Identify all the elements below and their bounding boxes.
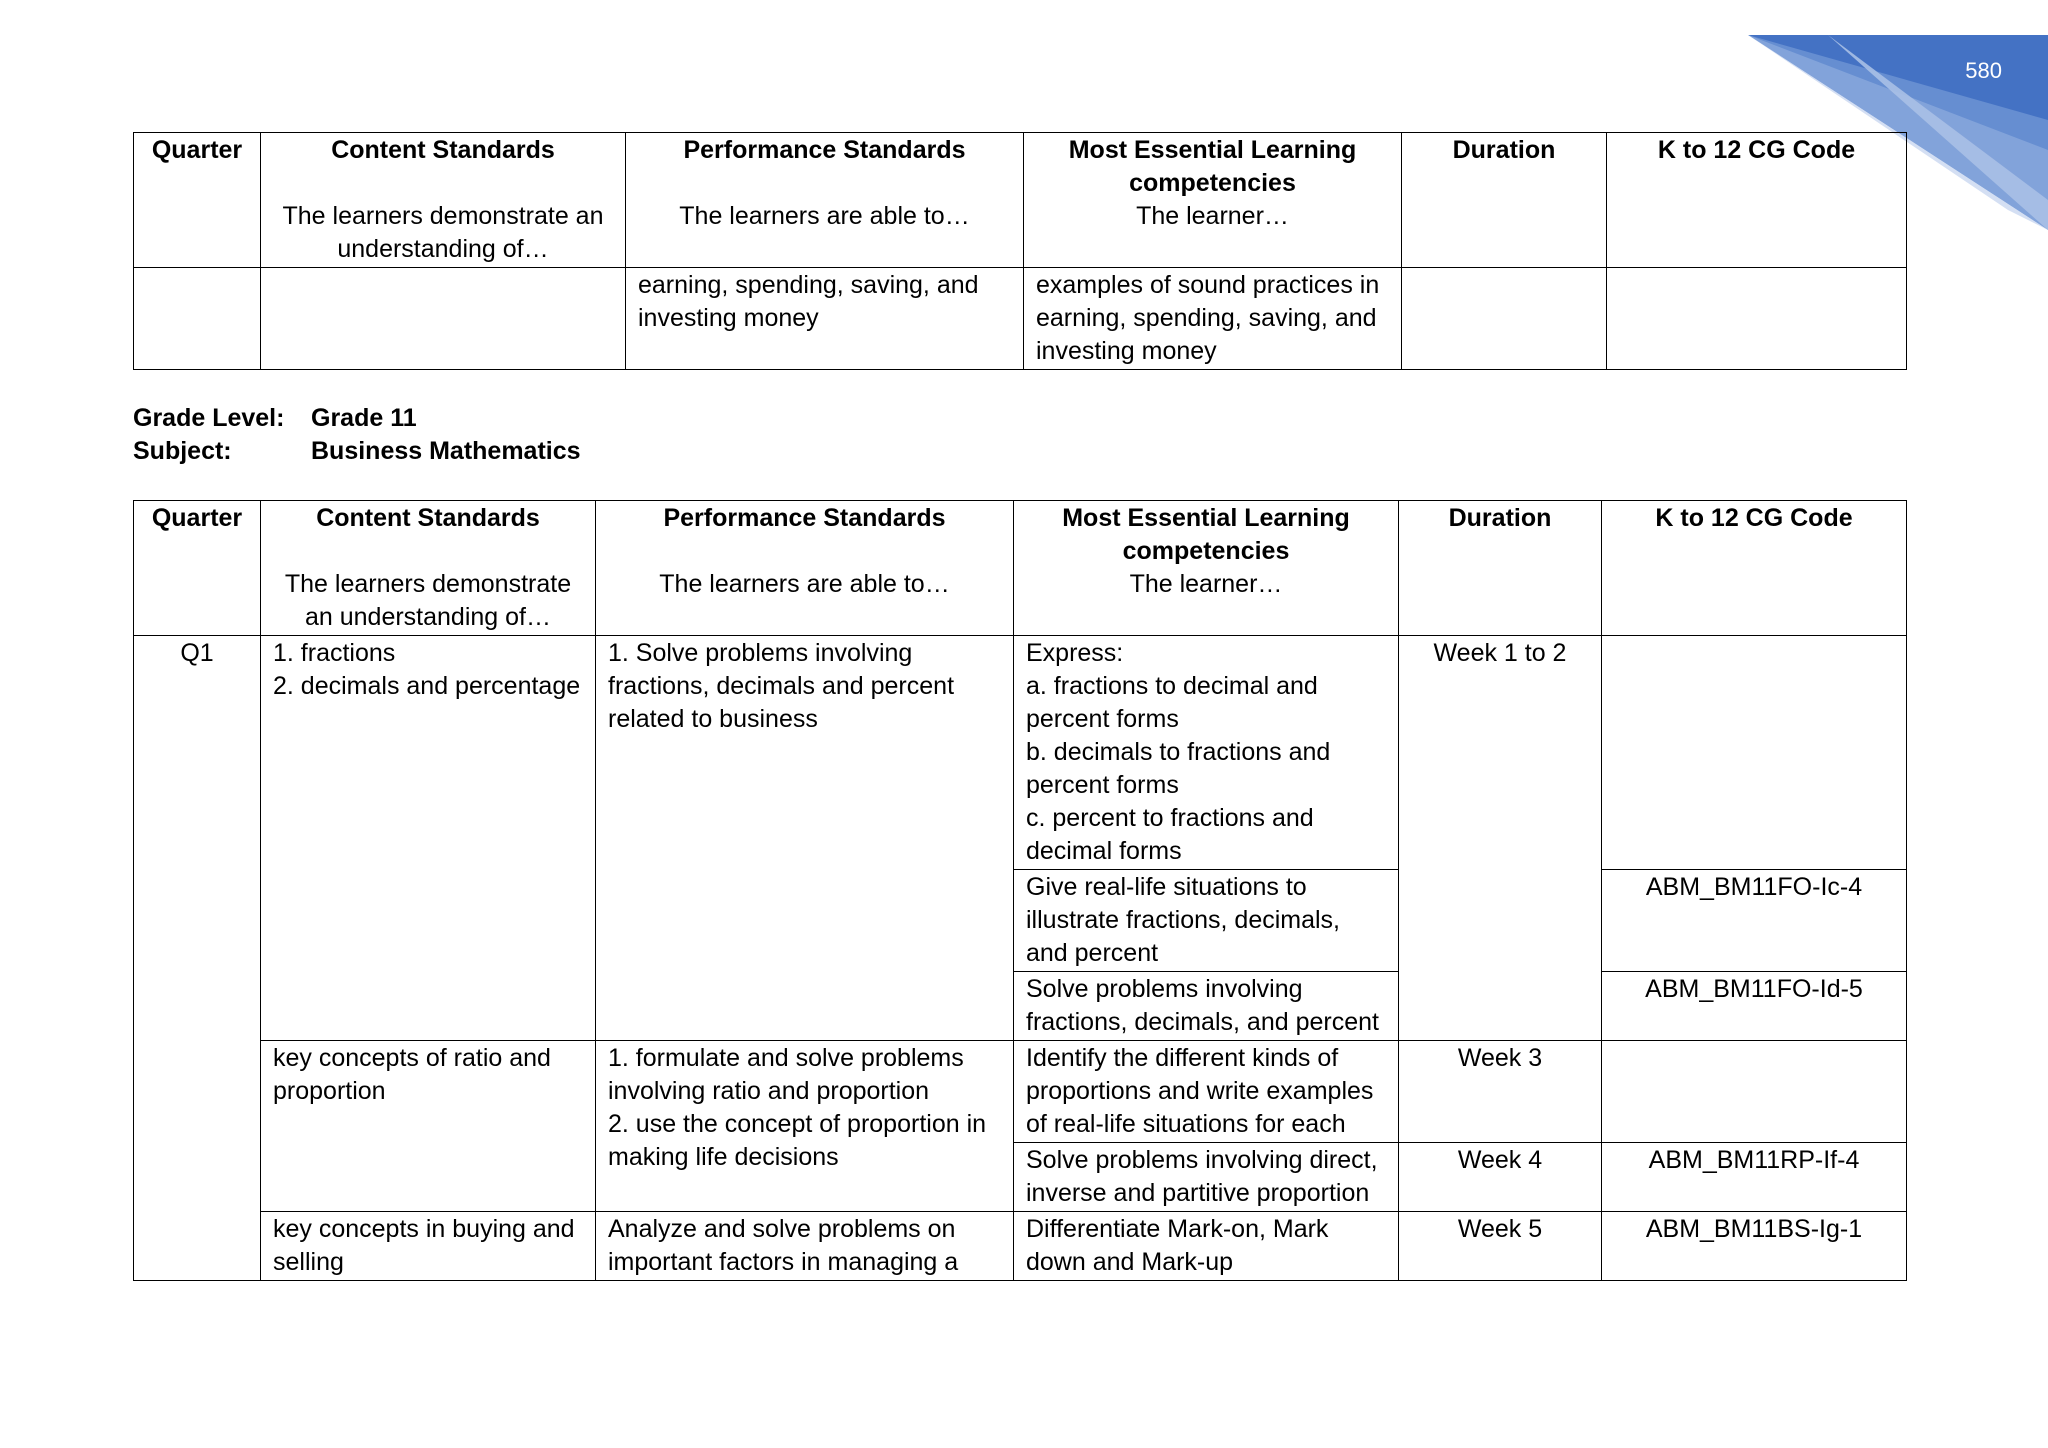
cell-duration: Week 1 to 2	[1399, 636, 1602, 1041]
header-quarter: Quarter	[134, 133, 261, 268]
cell-melc: Give real-life situations to illustrate fractions, decimals, and percent	[1014, 870, 1399, 972]
cell-content	[261, 636, 596, 1041]
cell-melc: examples of sound practices in earning, spending, saving, and investing money	[1024, 268, 1402, 370]
cell-content: key concepts in buying and selling	[261, 1212, 596, 1281]
cell-performance: earning, spending, saving, and investing money	[626, 268, 1024, 370]
header-melc: Most Essential Learning competencies The learner…	[1014, 501, 1399, 636]
cell-melc: Solve problems involving fractions, decimals, and percent	[1014, 972, 1399, 1041]
standards-table-continued	[133, 132, 1907, 370]
table-row	[134, 268, 1907, 370]
page-number: 580	[1965, 58, 2002, 83]
cell-performance: Analyze and solve problems on important factors in managing a	[596, 1212, 1014, 1281]
cell-content: key concepts of ratio and proportion	[261, 1041, 596, 1212]
cell-duration: Week 5	[1399, 1212, 1602, 1281]
cell-melc: Differentiate Mark-on, Mark down and Mark-up	[1014, 1212, 1399, 1281]
header-cg-code: K to 12 CG Code	[1607, 133, 1907, 268]
header-cg-code: K to 12 CG Code	[1602, 501, 1907, 636]
cell-performance	[596, 1041, 1014, 1212]
header-performance-standards: Performance Standards The learners are able to…	[626, 133, 1024, 268]
content-line: 2. decimals and percentage	[273, 672, 581, 700]
cell-melc: Identify the different kinds of proportions and write examples of real-life situations for each	[1014, 1041, 1399, 1143]
header-performance-standards: Performance Standards The learners are able to…	[596, 501, 1014, 636]
content-line: 1. fractions	[273, 639, 396, 667]
performance-line: 2. use the concept of proportion in making life decisions	[608, 1110, 987, 1171]
grade-level-value: Grade 11	[311, 404, 417, 432]
cell-performance: 1. Solve problems involving fractions, decimals and percent related to business	[596, 636, 1014, 1041]
header-melc: Most Essential Learning competencies The learner…	[1024, 133, 1402, 268]
melc-line: c. percent to fractions and decimal forms	[1026, 804, 1314, 865]
subject-label: Subject:	[133, 437, 232, 465]
table-header-row	[134, 501, 1907, 636]
header-content-standards: Content Standards The learners demonstrate an understanding of…	[261, 501, 596, 636]
cell-duration: Week 3	[1399, 1041, 1602, 1143]
performance-line: 1. formulate and solve problems involving ratio and proportion	[608, 1044, 964, 1105]
melc-line: b. decimals to fractions and percent forms	[1026, 738, 1331, 799]
cell-code: ABM_BM11BS-Ig-1	[1602, 1212, 1907, 1281]
cell-duration: Week 4	[1399, 1143, 1602, 1212]
cell-code: ABM_BM11FO-Ic-4	[1602, 870, 1907, 972]
grade-level-label: Grade Level:	[133, 404, 285, 432]
cell-content	[261, 268, 626, 370]
cell-melc: Solve problems involving direct, inverse and partitive proportion	[1014, 1143, 1399, 1212]
header-duration: Duration	[1402, 133, 1607, 268]
header-content-standards: Content Standards The learners demonstrate an understanding of…	[261, 133, 626, 268]
cell-quarter	[134, 268, 261, 370]
cell-quarter: Q1	[134, 636, 261, 1281]
business-math-table	[133, 500, 1907, 1281]
melc-line: a. fractions to decimal and percent forms	[1026, 672, 1318, 733]
header-duration: Duration	[1399, 501, 1602, 636]
cell-code	[1602, 1041, 1907, 1143]
table-row	[134, 636, 1907, 870]
cell-code	[1607, 268, 1907, 370]
cell-melc	[1014, 636, 1399, 870]
subject-meta	[133, 402, 581, 468]
cell-duration	[1402, 268, 1607, 370]
melc-line: Express:	[1026, 639, 1124, 667]
table-header-row	[134, 133, 1907, 268]
cell-code: ABM_BM11RP-If-4	[1602, 1143, 1907, 1212]
header-quarter: Quarter	[134, 501, 261, 636]
cell-code: ABM_BM11FO-Id-5	[1602, 972, 1907, 1041]
table-row	[134, 1212, 1907, 1281]
subject-value: Business Mathematics	[311, 437, 581, 465]
cell-code	[1602, 636, 1907, 870]
table-row	[134, 1041, 1907, 1143]
